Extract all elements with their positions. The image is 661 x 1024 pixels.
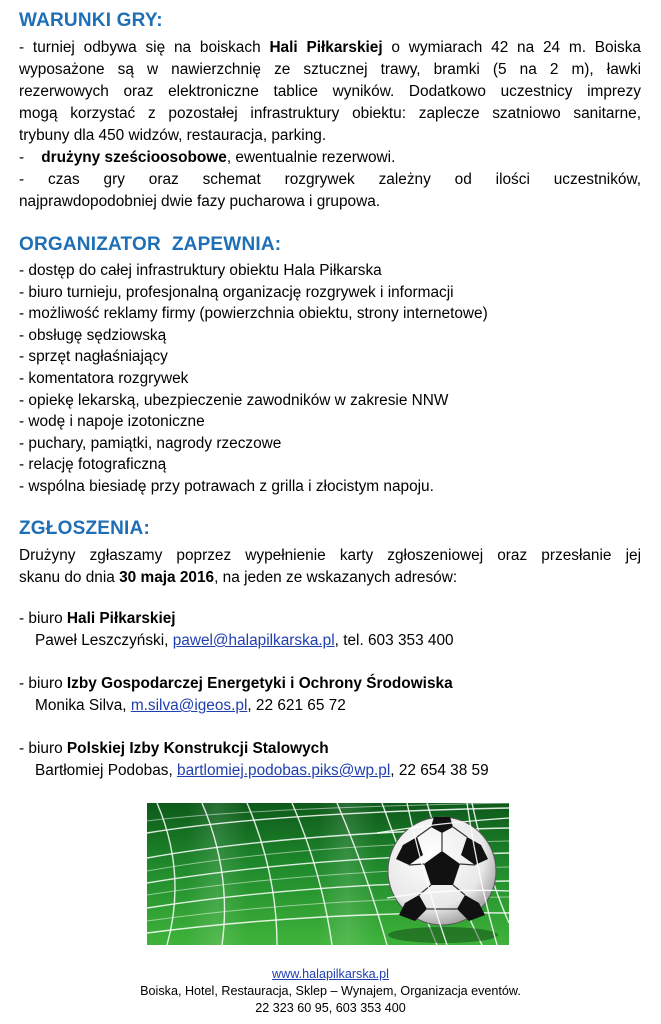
contact-piks <box>19 738 489 782</box>
list-item: - biuro turnieju, profesjonalną organizację rozgrywek i informacji <box>19 283 454 301</box>
hala-name-bold: Hali Piłkarskiej <box>269 39 383 56</box>
contact-org: Izby Gospodarczej Energetyki i Ochrony Środowiska <box>66 675 453 692</box>
soccer-ball-in-net-icon <box>147 803 509 945</box>
contact-org-line <box>19 738 489 760</box>
text: - turniej odbywa się na boiskach <box>19 39 270 56</box>
list-item: - dostęp do całej infrastruktury obiektu Hala Piłkarska <box>19 262 382 279</box>
footer-services: Boiska, Hotel, Restauracja, Sklep – Wynajem, Organizacja eventów. <box>140 984 521 998</box>
warunki-line-1 <box>19 37 641 59</box>
contact-org: Hali Piłkarskiej <box>66 610 176 627</box>
warunki-paragraph-1 <box>19 37 641 147</box>
warunki-paragraph-2 <box>19 147 641 169</box>
druzyny-bold: drużyny sześcioosobowe <box>41 149 227 166</box>
contact-org-line <box>19 673 453 695</box>
list-item: - opiekę lekarską, ubezpieczenie zawodników w zakresie NNW <box>19 391 449 409</box>
footer-website-line <box>0 966 661 983</box>
email-link[interactable]: bartlomiej.podobas.piks@wp.pl <box>177 762 391 779</box>
soccer-ball-net-photo <box>147 803 509 945</box>
druzyny-line <box>19 147 641 169</box>
footer-phones: 22 323 60 95, 603 353 400 <box>255 1001 406 1015</box>
text: o wymiarach 42 na 24 m. Boiska <box>382 39 641 56</box>
footer <box>0 966 661 1017</box>
contact-phone: , tel. 603 353 400 <box>334 632 454 649</box>
contact-phone: , 22 654 38 59 <box>390 762 489 779</box>
warunki-line-5: trybuny dla 450 widzów, restauracja, parking. <box>19 127 327 144</box>
text: - biuro <box>19 740 67 757</box>
list-item: - obsługę sędziowską <box>19 326 167 344</box>
zgloszenia-line-1: Drużyny zgłaszamy poprzez wypełnienie karty zgłoszeniowej oraz przesłanie jej <box>19 547 641 564</box>
list-item: - sprzęt nagłaśniający <box>19 348 168 366</box>
email-link[interactable]: m.silva@igeos.pl <box>130 697 248 714</box>
contact-person: Monika Silva, <box>35 697 131 714</box>
contact-igeos <box>19 673 453 717</box>
text: , na jeden ze wskazanych adresów: <box>214 569 458 586</box>
zgloszenia-paragraph <box>19 545 641 589</box>
heading-zgloszenia: ZGŁOSZENIA: <box>19 518 150 539</box>
list-item: - wspólna biesiadę przy potrawach z grilla i złocistym napoju. <box>19 477 434 495</box>
list-item: - relację fotograficzną <box>19 456 167 474</box>
organizator-list <box>19 260 641 498</box>
contact-person-line <box>19 760 489 782</box>
zgloszenia-line-2 <box>19 567 641 589</box>
warunki-paragraph-3 <box>19 169 641 213</box>
contact-phone: , 22 621 65 72 <box>247 697 346 714</box>
czas-gry-line-2: najprawdopodobniej dwie fazy pucharowa i grupowa. <box>19 193 381 210</box>
email-link[interactable]: pawel@halapilkarska.pl <box>172 632 335 649</box>
heading-warunki-gry: WARUNKI GRY: <box>19 10 163 31</box>
contact-org-line <box>19 608 454 630</box>
contact-person-line <box>19 630 454 652</box>
warunki-line-4: mogą korzystać z pozostałej infrastruktury obiektu: zaplecze szatniowo sanitarne, <box>19 105 641 122</box>
contact-person-line <box>19 695 453 717</box>
warunki-line-2: wyposażone są w nawierzchnię ze sztucznej trawy, bramki (5 na 2 m), ławki <box>19 61 641 78</box>
contact-person: Paweł Leszczyński, <box>35 632 173 649</box>
warunki-line-3: rezerwowych oraz elektroniczne tablice wyników. Dodatkowo uczestnicy imprezy <box>19 83 641 100</box>
list-item: - wodę i napoje izotoniczne <box>19 413 205 431</box>
contact-person: Bartłomiej Podobas, <box>35 762 178 779</box>
contact-hala <box>19 608 454 652</box>
contact-org: Polskiej Izby Konstrukcji Stalowych <box>66 740 329 757</box>
text: , ewentualnie rezerwowi. <box>226 149 396 166</box>
text: skanu do dnia <box>19 569 120 586</box>
text: - biuro <box>19 675 67 692</box>
website-link[interactable]: www.halapilkarska.pl <box>272 967 389 981</box>
text: - biuro <box>19 610 67 627</box>
czas-gry-line-1: - czas gry oraz schemat rozgrywek zależny od ilości uczestników, <box>19 171 641 188</box>
list-item: - komentatora rozgrywek <box>19 369 189 387</box>
list-item: - możliwość reklamy firmy (powierzchnia obiektu, strony internetowe) <box>19 305 488 323</box>
list-item: - puchary, pamiątki, nagrody rzeczowe <box>19 434 282 452</box>
text: - <box>19 149 42 166</box>
deadline-date: 30 maja 2016 <box>119 569 215 586</box>
heading-organizator: ORGANIZATOR ZAPEWNIA: <box>19 234 282 255</box>
